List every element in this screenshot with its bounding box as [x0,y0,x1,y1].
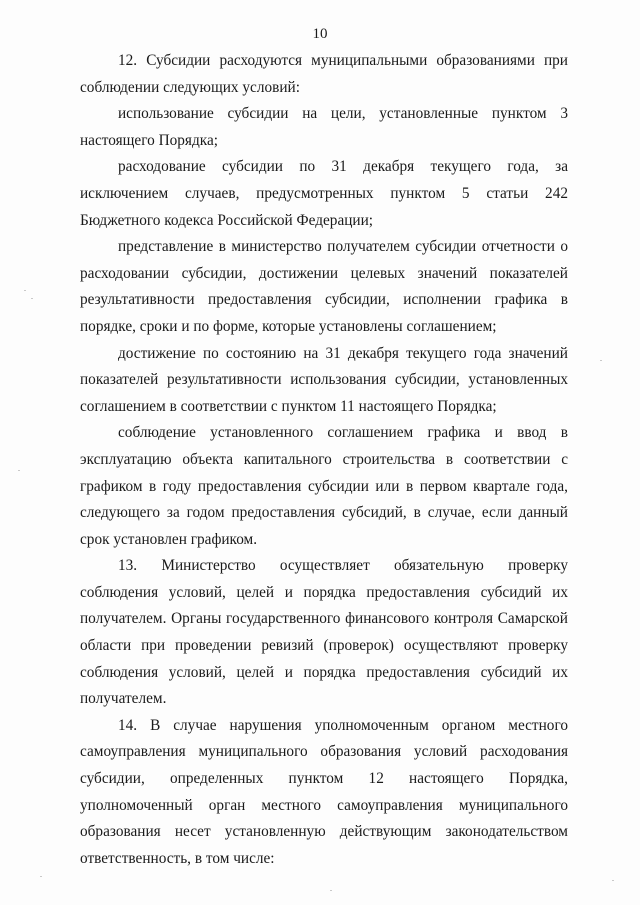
scan-speck [31,298,33,299]
condition-deadline: расходование субсидии по 31 декабря текущего года, за исключением случаев, предусмотренных пунктом 5 статьи 242 Бюджетного кодекса Российской Федерации; [80,158,568,229]
paragraph-13: 13. Министерство осуществляет обязательную проверку соблюдения условий, целей и порядка предоставления субсидий их получателем. Органы государственного финансового контроля Самарской области при проведении ревизий (проверок) осуществляют проверку соблюдения условий, целей и порядка предоставления субсидий их получателем. [80,557,568,708]
paragraph-12-intro: 12. Субсидии расходуются муниципальными образованиями при соблюдении следующих условий: [80,52,568,96]
condition-reporting: представление в министерство получателем субсидии отчетности о расходовании субсидии, достижении целевых значений показателей результативности предоставления субсидии, исполнении графика в порядке, сроки и по форме, которые установлены соглашением; [80,238,568,335]
scan-speck [40,876,42,877]
condition-indicators: достижение по состоянию на 31 декабря текущего года значений показателей результативности использования субсидии, установленных соглашением в соответствии с пунктом 11 настоящего Порядка; [80,344,568,415]
page-number: 10 [312,26,328,42]
document-body [80,48,568,872]
scan-speck [18,470,20,471]
condition-schedule: соблюдение установленного соглашением графика и ввод в эксплуатацию объекта капитального строительства в соответствии с графиком в году предоставления субсидии или в первом квартале года, следующего за годом предоставления субсидий, в случае, если данный срок установлен графиком. [80,424,568,548]
scan-speck [24,290,26,291]
scan-speck [612,880,614,881]
paragraph-14: 14. В случае нарушения уполномоченным органом местного самоуправления муниципального образования условий расходования субсидии, определенных пунктом 12 настоящего Порядка, уполномоченный орган местного самоуправления муниципального образования несет установленную действующим законодательством ответственность, в том числе: [80,716,568,867]
scan-speck [600,360,602,361]
scan-speck [330,890,332,891]
condition-purpose: использование субсидии на цели, установленные пунктом 3 настоящего Порядка; [80,105,568,149]
